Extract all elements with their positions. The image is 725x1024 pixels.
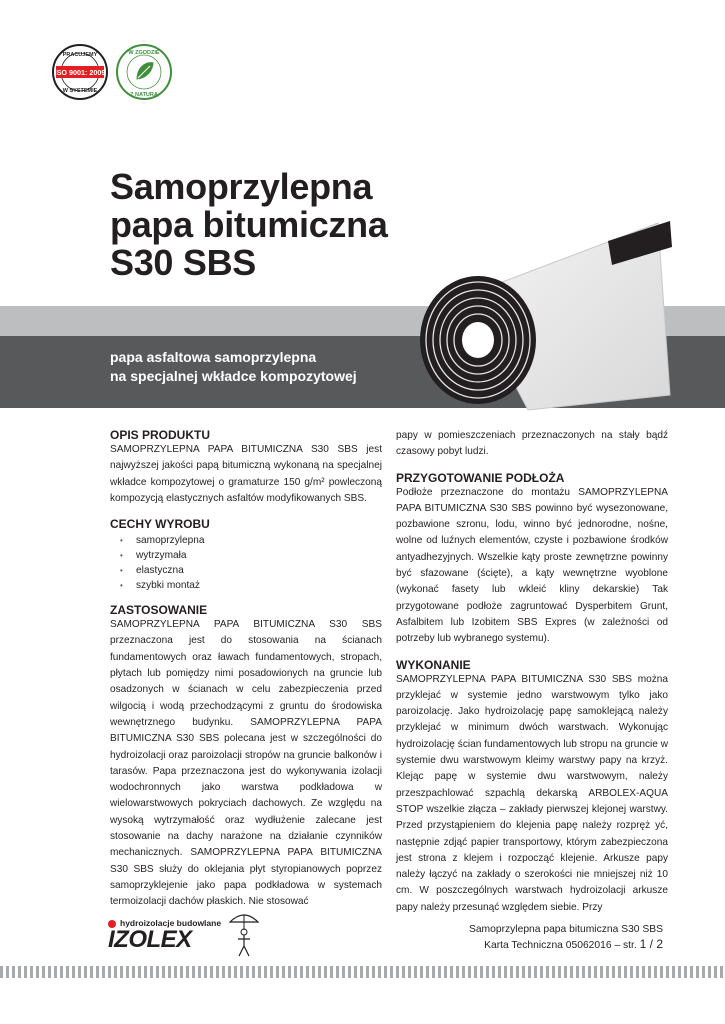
title-line: Samoprzylepna	[110, 166, 373, 207]
section-opis-produktu	[110, 428, 382, 507]
logo-name: IZOLEX	[108, 926, 192, 953]
nature-badge	[117, 45, 171, 99]
umbrella-man-icon	[228, 910, 260, 958]
list-item: • elastyczna	[120, 563, 382, 578]
iso-9001-badge	[53, 45, 107, 99]
right-column	[396, 428, 668, 926]
section-heading: OPIS PRODUKTU	[110, 428, 211, 442]
nature-badge-bottom: Z NATURĄ	[130, 92, 158, 98]
section-zastosowanie	[110, 603, 382, 910]
list-item: • szybki montaż	[120, 578, 382, 593]
izolex-logo	[108, 910, 258, 958]
section-text: SAMOPRZYLEPNA PAPA BITUMICZNA S30 SBS przeznaczona jest do stosowania na ścianach fundamentowych oraz ławach fundamentowych, stropach, płytach lub pomiędzy nimi posadowionych na gruncie lub osadzonych w ścianach w celu zabezpieczenia przed wilgocią i wodą przechodzącymi z gruntu do środowiska wewnętrznego budynku. SAMOPRZYLEPNA PAPA BITUMICZNA S30 SBS polecana jest w szczególności do hydroizolacji oraz paroizolacji stropów na gruncie balkonów i tarasów. Papa przeznaczona jest do wykonywania izolacji wodochronnych jako warstwa podkładowa w wielowarstwowych pokryciach dachowych. Ze względu na wysoką wytrzymałość oraz wydłużenie zalecane jest stosowanie na dachy narażone na działanie czynników mechanicznych. SAMOPRZYLEPNA PAPA BITUMICZNA S30 SBS służy do oklejania płyt styropianowych poprzez samoprzyklejenie jako papa podkładowa w systemach termoizolacji dachów płaskich. Nie stosować	[110, 619, 382, 908]
section-heading: CECHY WYROBU	[110, 517, 210, 532]
document-meta	[469, 922, 663, 953]
iso-badge-text: ISO 9001: 2009	[54, 68, 106, 77]
section-continuation	[396, 428, 668, 461]
section-heading: PRZYGOTOWANIE PODŁOŻA	[396, 470, 565, 485]
page-number: 1 / 2	[639, 937, 663, 951]
product-roll-image	[408, 205, 708, 415]
title-line: papa bitumiczna	[110, 204, 388, 245]
left-column	[110, 428, 382, 921]
section-text: Podłoże przeznaczone do montażu SAMOPRZYLEPNA PAPA BITUMICZNA S30 SBS powinno być wysezonowane, pozbawione szronu, lodu, winno być jednorodne, nośne, wolne od luźnych elementów, czyste i pozbawione środków antyadhezyjnych. Wszelkie kąty proste zewnętrzne powinny być sfazowane (ścięte), a kąty wewnętrzne wyoblone (wykonać fasety lub wkleić kliny dekarskie) Tak przygotowane podłoże zagruntować Dysperbitem Grunt, Asfalbitem lub Izobitem SBS Expres (w zależności od potrzeby lub wybranego systemu).	[396, 486, 668, 645]
doc-name: Samoprzylepna papa bitumiczna S30 SBS	[468, 924, 663, 935]
section-text: SAMOPRZYLEPNA PAPA BITUMICZNA S30 SBS można przyklejać w systemie jedno warstwowym tylko jako paroizolację. Jako hydroizolację papę samoklejącą należy przyklejać w minimum dwóch warstwach. Wykonując hydroizolację ścian fundamentowych lub stropu na gruncie w systemie dwu warstwowym kleimy warstwy papy na krzyż. Klejąc papę w systemie dwu warstwowym, należy przeszpachlować szpachlą dekarską ARBOLEX-AQUA STOP wszelkie złącza – zakłady pierwszej klejonej warstwy. Przed przystąpieniem do klejenia papę należy rozpręż yć, następnie zdjąć papier transportowy, którym zabezpieczona jest strona z klejem i rozpocząć klejenie. Arkusze papy należy łączyć na zakłady o szerokości nie mniejszej niż 10 cm. W poszczególnych warstwach hydroizolacji arkusze papy należy przesunąć względem siebie. Przy	[396, 673, 668, 913]
subtitle-line: na specjalnej wkładce kompozytowej	[110, 368, 357, 384]
doc-ref-line	[469, 937, 663, 953]
list-item: • wytrzymała	[120, 548, 382, 563]
footer-stripe	[0, 966, 725, 978]
list-item: • samoprzylepna	[120, 533, 382, 548]
section-text: SAMOPRZYLEPNA PAPA BITUMICZNA S30 SBS jest najwyższej jakości papą bitumiczną wykonaną na specjalnej wkładce kompozytowej o gramaturze 150 g/m² powleczoną kompozycją elastycznych asfaltów modyfikowanych SBS.	[110, 444, 382, 504]
section-heading: WYKONANIE	[396, 657, 471, 672]
page-title	[110, 168, 388, 282]
title-line: S30 SBS	[110, 242, 256, 283]
section-cechy-wyrobu	[110, 517, 382, 593]
doc-ref: Karta Techniczna 05062016 – str.	[484, 940, 637, 951]
section-przygotowanie-podloza	[396, 471, 668, 648]
section-text: papy w pomieszczeniach przeznaczonych na stały bądź czasowy pobyt ludzi.	[396, 430, 668, 458]
subtitle-line: papa asfaltowa samoprzylepna	[110, 349, 317, 365]
certification-badges	[48, 42, 178, 102]
iso-badge-bottom: W SYSTEMIE	[62, 88, 98, 94]
nature-badge-top: W ZGODZIE	[128, 50, 160, 56]
features-list	[110, 533, 382, 593]
iso-badge-top: PRACUJEMY	[62, 52, 98, 58]
page-subtitle	[110, 348, 357, 386]
section-heading: ZASTOSOWANIE	[110, 603, 208, 618]
section-wykonanie	[396, 658, 668, 916]
logo-tagline: hydroizolacje budowlane	[120, 918, 222, 928]
